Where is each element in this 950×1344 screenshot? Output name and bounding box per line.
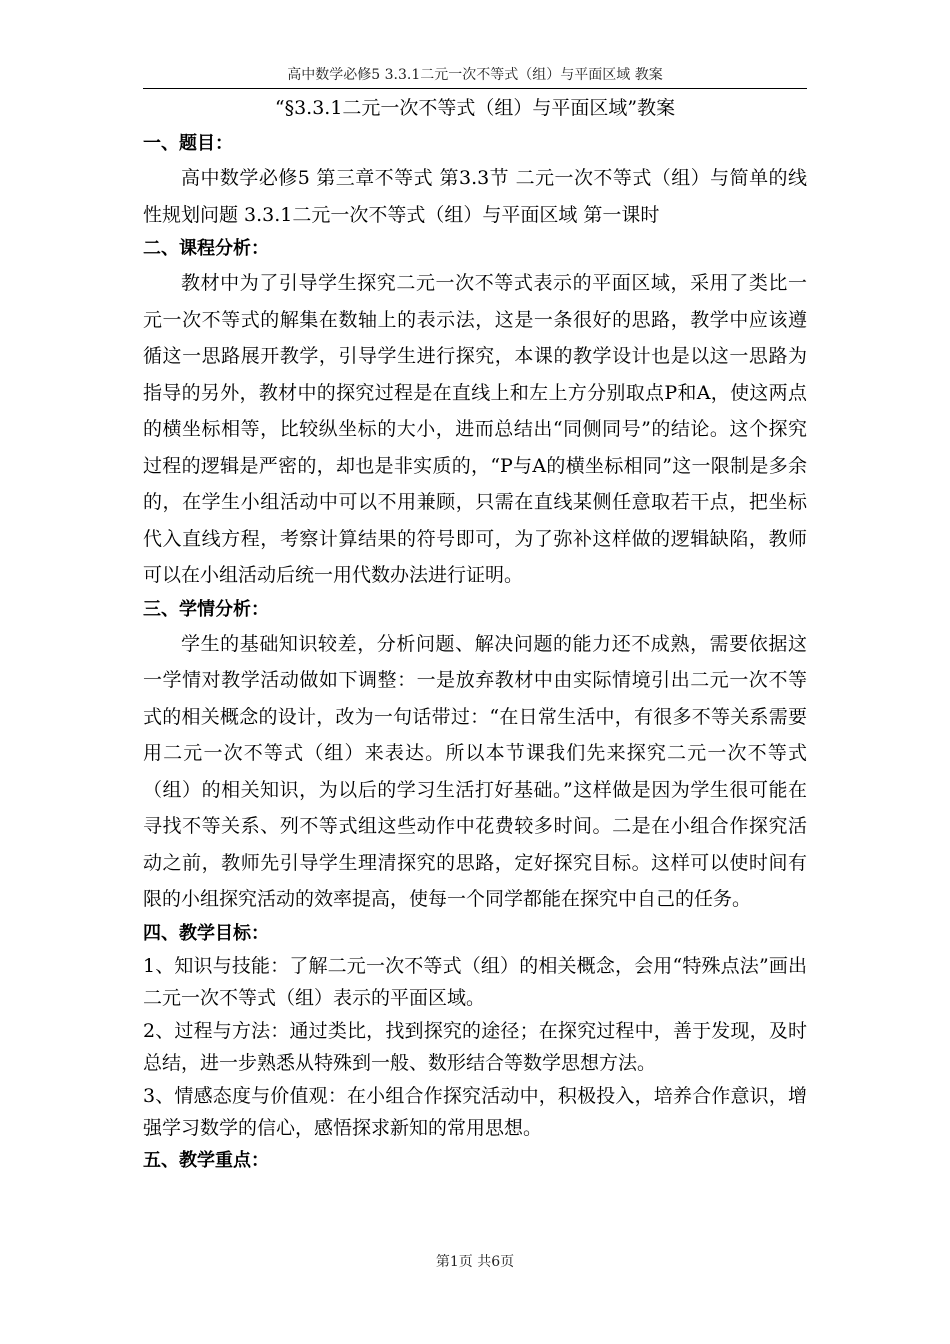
document-title: “§3.3.1二元一次不等式（组）与平面区域”教案 [274,97,676,119]
section-heading-topic: 一、题目： [143,133,233,154]
goal-item-knowledge: 1、知识与技能：了解二元一次不等式（组）的相关概念，会用“特殊点法”画出二元一次不等式（组）表示的平面区域。 [143,954,807,1009]
topic-paragraph: 高中数学必修5 第三章不等式 第3.3节 二元一次不等式（组）与简单的线性规划问题 3.3.1二元一次不等式（组）与平面区域 第一课时 [143,167,807,226]
section-heading-course-analysis: 二、课程分析： [143,238,269,259]
course-analysis-paragraph: 教材中为了引导学生探究二元一次不等式表示的平面区域，采用了类比一元一次不等式的解集在数轴上的表示法，这是一条很好的思路，教学中应该遵循这一思路展开教学，引导学生进行探究，本课的教学设计也是以这一思路为指导的另外，教材中的探究过程是在直线上和左上方分别取点P和A，使这两点的横坐标相等，比较纵坐标的大小，进而总结出“同侧同号”的结论。这个探究过程的逻辑是严密的，却也是非实质的，“P与A的横坐标相同”这一限制是多余的，在学生小组活动中可以不用兼顾，只需在直线某侧任意取若干点，把坐标代入直线方程，考察计算结果的符号即可，为了弥补这样做的逻辑缺陷，教师可以在小组活动后统一用代数办法进行证明。 [143,272,807,586]
student-analysis-paragraph: 学生的基础知识较差，分析问题、解决问题的能力还不成熟，需要依据这一学情对教学活动做如下调整：一是放弃教材中由实际情境引出二元一次不等式的相关概念的设计，改为一句话带过：“在日常生活中，有很多不等关系需要用二元一次不等式（组）来表达。所以本节课我们先来探究二元一次不等式（组）的相关知识，为以后的学习生活打好基础。”这样做是因为学生很可能在寻找不等关系、列不等式组这些动作中花费较多时间。二是在小组合作探究活动之前，教师先引导学生理清探究的思路，定好探究目标。这样可以使时间有限的小组探究活动的效率提高，使每一个同学都能在探究中自己的任务。 [143,632,807,910]
page-footer: 第1页 共6页 [435,1254,515,1270]
section-heading-student-analysis: 三、学情分析： [143,598,269,620]
document-body [143,92,807,1177]
goal-item-attitude: 3、情感态度与价值观：在小组合作探究活动中，积极投入，培养合作意识，增强学习数学的信心，感悟探求新知的常用思想。 [143,1084,807,1139]
goal-item-process: 2、过程与方法：通过类比，找到探究的途径；在探究过程中，善于发现，及时总结，进一步熟悉从特殊到一般、数形结合等数学思想方法。 [143,1019,807,1074]
page-header: 高中数学必修5 3.3.1二元一次不等式（组）与平面区域 教案 [143,64,807,89]
section-heading-key-points: 五、教学重点： [143,1149,269,1171]
section-heading-teaching-goals: 四、教学目标： [143,922,269,944]
